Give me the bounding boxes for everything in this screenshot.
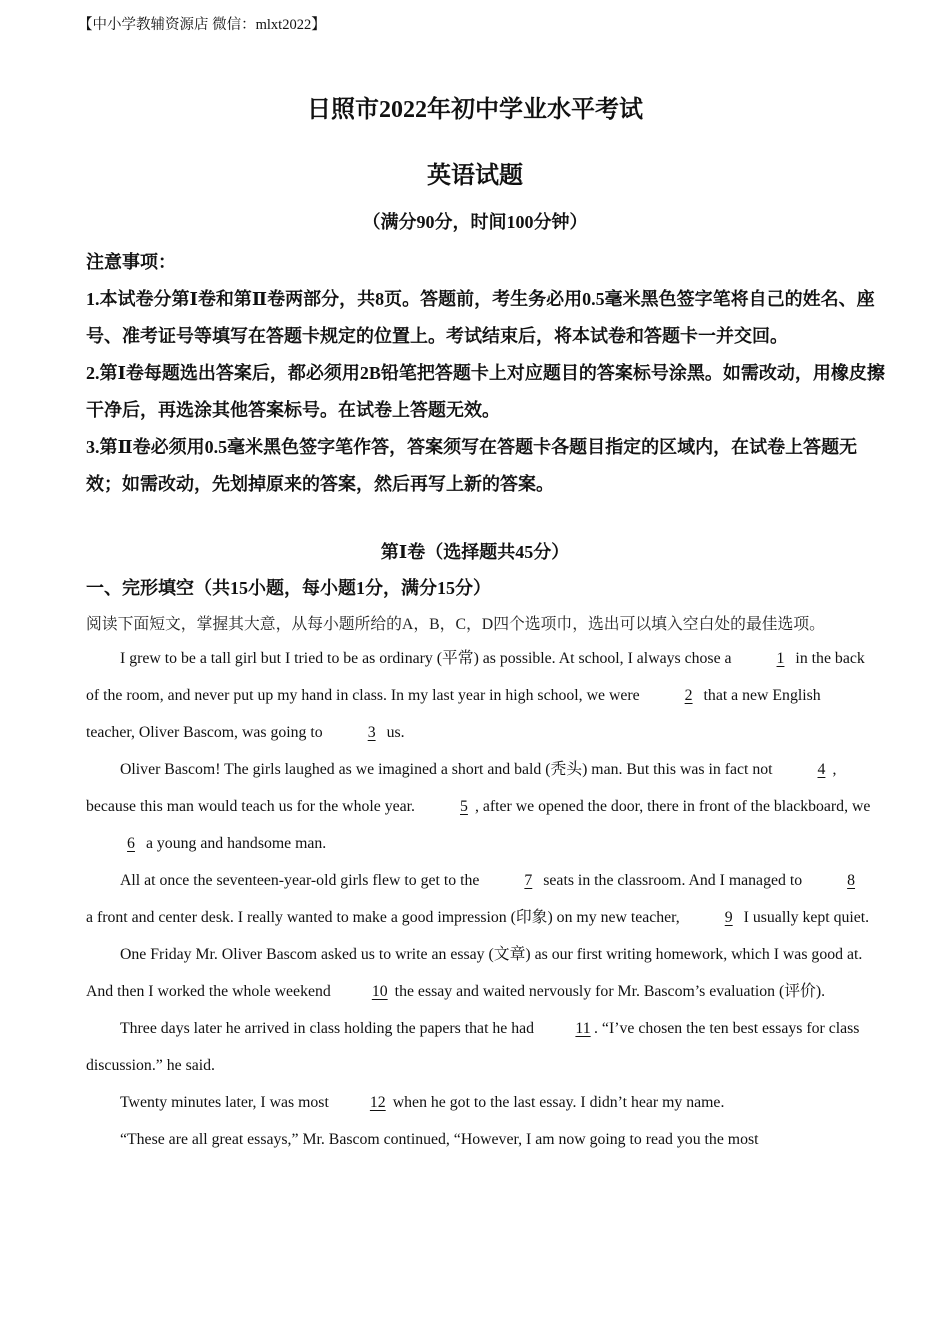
- passage-text: All at once the seventeen-year-old girls flew to get to the: [120, 872, 484, 889]
- score-time-info: （满分90分，时间100分钟）: [362, 212, 588, 232]
- passage-text: a young and handsome man.: [142, 835, 327, 852]
- blank-2: 2: [684, 687, 693, 704]
- blank-10: 10: [371, 983, 388, 1000]
- passage-text: when he got to the last essay. I didn’t hear my name.: [388, 1094, 725, 1111]
- header-note: 【中小学教辅资源店 微信：mlxt2022】: [78, 17, 326, 33]
- blank-4: 4: [817, 761, 826, 778]
- passage-text: I grew to be a tall girl but I tried to be as ordinary (平常) as possible. At school, I always chose a: [120, 650, 736, 667]
- passage-text: us.: [382, 724, 405, 741]
- blank-3: 3: [367, 724, 376, 741]
- passage-text: the essay and waited nervously for Mr. Bascom’s evaluation (评价).: [390, 983, 826, 1000]
- passage-text: “These are all great essays,” Mr. Bascom continued, “However, I am now going to read you the most: [120, 1131, 759, 1148]
- blank-11: 11: [575, 1020, 591, 1037]
- passage-paragraph: [86, 640, 871, 751]
- passage-paragraph: [86, 936, 871, 1010]
- passage-text: Oliver Bascom! The girls laughed as we imagined a short and bald (秃头) man. But this was in fact not: [120, 761, 777, 778]
- passage-text: , because this man would teach us for the whole year.: [86, 761, 837, 815]
- blank-1: 1: [776, 650, 785, 667]
- passage-text: seats in the classroom. And I managed to: [539, 872, 807, 889]
- exam-subject-title: 英语试题: [427, 163, 523, 189]
- cloze-passage: [86, 640, 871, 1158]
- passage-text: Three days later he arrived in class holding the papers that he had: [120, 1020, 539, 1037]
- blank-12: 12: [369, 1094, 386, 1111]
- blank-7: 7: [524, 872, 533, 889]
- exam-title: 日照市2022年初中学业水平考试: [307, 97, 643, 123]
- passage-paragraph: [86, 1084, 871, 1121]
- note-item-3: 3.第Ⅱ卷必须用0.5毫米黑色签字笔作答，答案须写在答题卡各题目指定的区域内，在试卷上答题无效；如需改动，先划掉原来的答案，然后再写上新的答案。: [86, 437, 858, 494]
- passage-text: I usually kept quiet.: [739, 909, 870, 926]
- passage-text: One Friday Mr. Oliver Bascom asked us to write an essay (文章) as our first writing homework, which I was good at. And then I worked the whole weekend: [86, 946, 863, 1000]
- passage-text: in the back of the room, and never put up my hand in class. In my last year in high school, we were: [86, 650, 865, 704]
- passage-paragraph: [86, 751, 871, 862]
- passage-text: a front and center desk. I really wanted to make a good impression (印象) on my new teacher,: [86, 909, 684, 926]
- note-item-2: 2.第Ⅰ卷每题选出答案后，都必须用2B铅笔把答题卡上对应题目的答案标号涂黑。如需改动，用橡皮擦干净后，再选涂其他答案标号。在试卷上答题无效。: [86, 363, 885, 420]
- instruction-text: 阅读下面短文，掌握其大意，从每小题所给的A，B，C，D四个选项巾，选出可以填入空白处的最佳选项。: [86, 616, 825, 633]
- note-item-1: 1.本试卷分第Ⅰ卷和第Ⅱ卷两部分，共8页。答题前，考生务必用0.5毫米黑色签字笔将自己的姓名、座号、准考证号等填写在答题卡规定的位置上。考试结束后，将本试卷和答题卡一并交回。: [86, 289, 875, 346]
- blank-6: 6: [127, 835, 135, 852]
- passage-text: that a new English teacher, Oliver Bascom, was going to: [86, 687, 821, 741]
- part-heading: 一、完形填空（共15小题，每小题1分，满分15分）: [86, 578, 491, 598]
- passage-paragraph: [86, 1010, 871, 1084]
- passage-text: . “I’ve chosen the ten best essays for class discussion.” he said.: [86, 1020, 860, 1074]
- passage-text: , after we opened the door, there in front of the blackboard, we: [474, 798, 871, 815]
- notes-section: [86, 244, 886, 503]
- passage-text: Twenty minutes later, I was most: [120, 1094, 333, 1111]
- passage-paragraph: [86, 862, 871, 936]
- passage-paragraph: [86, 1121, 871, 1158]
- blank-9: 9: [724, 909, 733, 926]
- notes-heading: 注意事项：: [86, 252, 176, 272]
- section-heading: 第Ⅰ卷（选择题共45分）: [380, 542, 570, 562]
- blank-8: 8: [847, 872, 856, 889]
- blank-5: 5: [460, 798, 468, 815]
